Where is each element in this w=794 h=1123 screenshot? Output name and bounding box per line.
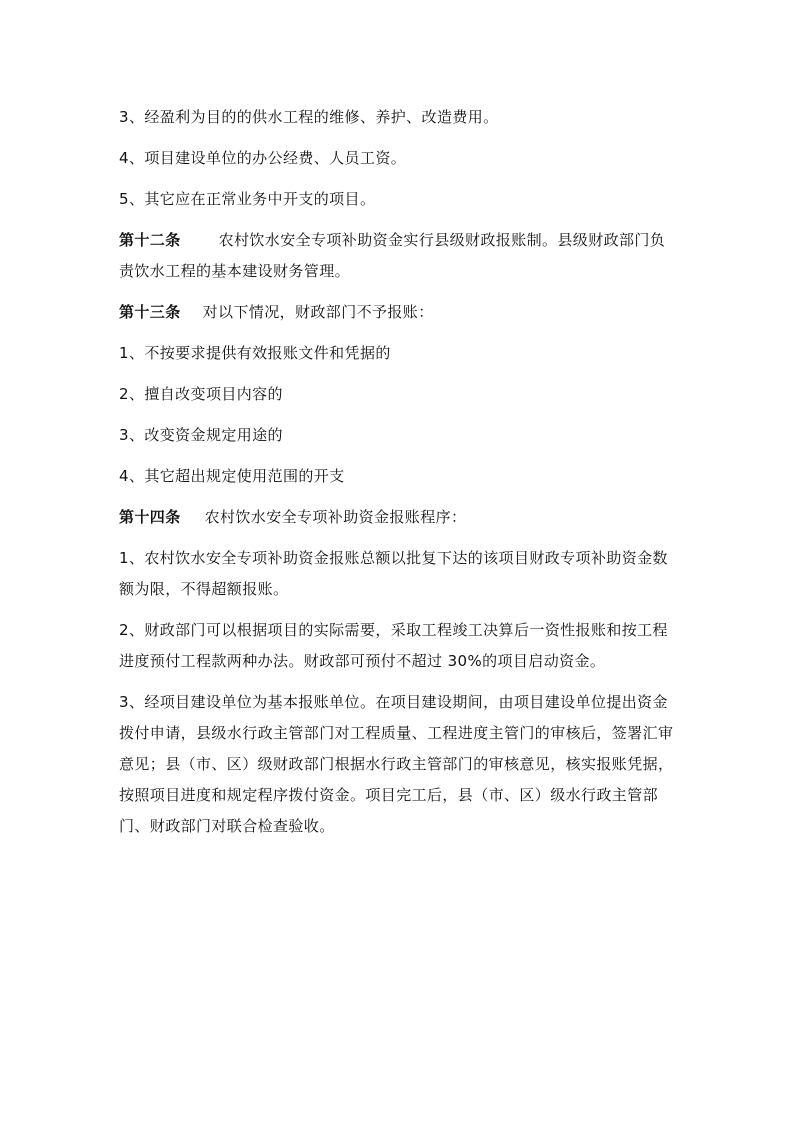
article-13 — [119, 297, 679, 328]
article-13-item-4: 4、其它超出规定使用范围的开支 — [119, 467, 345, 485]
article-12 — [119, 225, 679, 287]
article-14-item-3: 3、经项目建设单位为基本报账单位。在项目建设期间，由项目建设单位提出资金拨付申请，县级水行政主管部门对工程质量、工程进度主管门的审核后，签署汇审意见；县（市、区）级财政部门根据水行政主管部门的审核意见，核实报账凭据，按照项目进度和规定程序拨付资金。项目完工后，县（市、区）级水行政主管部门、财政部门对联合检查验收。 — [119, 693, 674, 835]
article-13-text: 对以下情况，财政部门不予报账： — [202, 303, 434, 321]
article-13-item-1: 1、不按要求提供有效报账文件和凭据的 — [119, 344, 391, 362]
article-13-item-3: 3、改变资金规定用途的 — [119, 426, 283, 444]
article-12-heading: 第十二条 — [119, 231, 181, 249]
article-14 — [119, 502, 679, 533]
paragraph-item-4: 4、项目建设单位的办公经费、人员工资。 — [119, 149, 407, 167]
article-13-item-2: 2、擅自改变项目内容的 — [119, 385, 283, 403]
article-14-item-2: 2、财政部门可以根据项目的实际需要，采取工程竣工决算后一资性报账和按工程进度预付工程款两种办法。财政部可预付不超过 30%的项目启动资金。 — [119, 621, 668, 670]
article-14-text: 农村饮水安全专项补助资金报账程序： — [204, 508, 467, 526]
paragraph-item-3: 3、经盈利为目的的供水工程的维修、养护、改造费用。 — [119, 108, 499, 126]
document-body — [119, 102, 679, 852]
article-14-heading: 第十四条 — [119, 508, 181, 526]
article-14-item-1: 1、农村饮水安全专项补助资金报账总额以批复下达的该项目财政专项补助资金数额为限，不得超额报账。 — [119, 549, 668, 598]
article-13-heading: 第十三条 — [119, 303, 181, 321]
paragraph-item-5: 5、其它应在正常业务中开支的项目。 — [119, 190, 376, 208]
article-12-text: 农村饮水安全专项补助资金实行县级财政报账制。县级财政部门负责饮水工程的基本建设财务管理。 — [119, 231, 666, 280]
